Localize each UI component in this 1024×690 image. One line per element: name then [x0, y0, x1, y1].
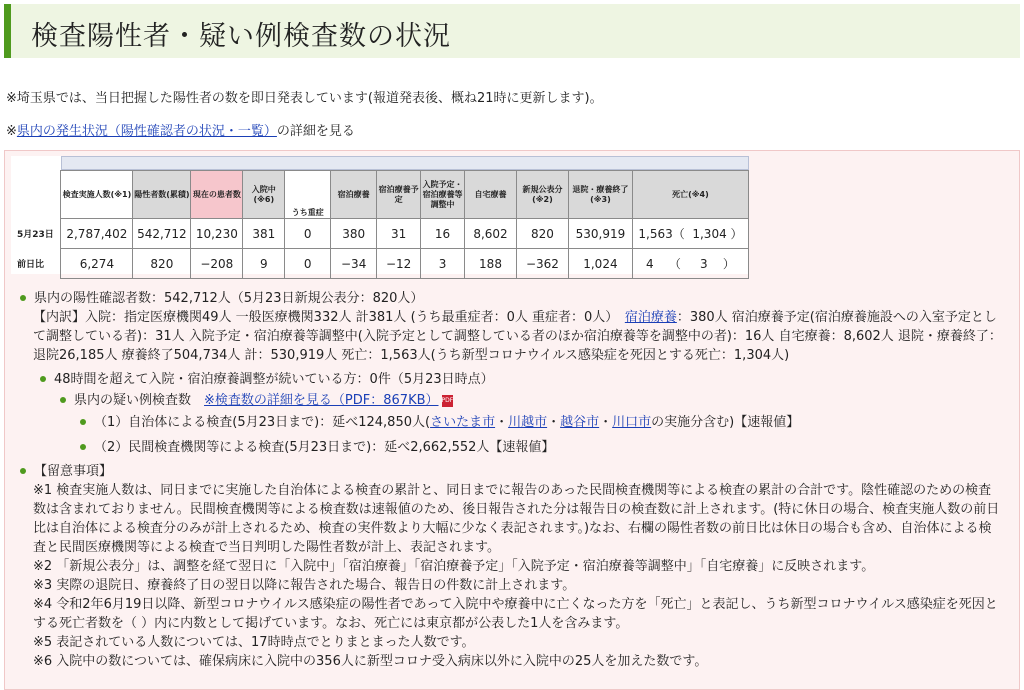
kawagoe-city-link[interactable]: 川越市 — [508, 415, 548, 430]
kawaguchi-city-link[interactable]: 川口市 — [612, 415, 652, 430]
notes-heading: 【留意事項】 — [34, 464, 113, 479]
bullet-icon — [20, 468, 26, 474]
note-5: ※5 表記されている人数については、17時時点でとりまとまった人数です。 — [33, 635, 475, 650]
cell-hospital: 381 — [243, 219, 285, 249]
bullet-icon — [80, 444, 86, 450]
note-3: ※3 実際の退院日、療養終了日の翌日以降に報告された場合、報告日の件数に計上されます。 — [33, 578, 576, 593]
summary-line4: 退院26,185人 療養終了504,734人 計：530,919人 死亡：1,563人(うち新型コロナウイルス感染症を死因とする死亡：1,304人) — [33, 348, 790, 363]
cell-hotel: 380 — [331, 219, 377, 249]
cell-home: 8,602 — [465, 219, 517, 249]
note-1c: 比は自治体による検査分のみが計上されるため、検査の実件数より大幅に少なく表記されます。)なお、右欄の陽性者数の前日比は休日の場合も含め、自治体による検 — [33, 521, 992, 536]
saitama-city-link[interactable]: さいたま市 — [430, 415, 496, 430]
th-new-pub: 新規公表分(※2) — [516, 171, 568, 219]
th-home: 自宅療養 — [465, 171, 517, 219]
th-tests: 検査実施人数(※1) — [61, 171, 133, 219]
table-top-band — [61, 156, 749, 170]
cell-recovered: 1,024 — [568, 249, 632, 279]
separator: ・ — [599, 415, 613, 430]
cell-tests: 2,787,402 — [61, 219, 133, 249]
table-row — [11, 249, 749, 279]
cell-positives: 820 — [133, 249, 191, 279]
summary-line2a: 【内訳】入院：指定医療機関49人 一般医療機関332人 計381人 (うち最重症者：0人 重症者：0人） — [33, 310, 612, 325]
table-row — [11, 219, 749, 249]
cell-current: 10,230 — [191, 219, 243, 249]
cell-adjusting: 3 — [421, 249, 465, 279]
cell-hotel-plan: −12 — [377, 249, 421, 279]
cell-tests: 6,274 — [61, 249, 133, 279]
cell-new-pub: −362 — [516, 249, 568, 279]
cases-list-link[interactable]: 県内の発生状況（陽性確認者の状況・一覧） — [16, 124, 277, 139]
separator: ・ — [495, 415, 509, 430]
separator: ・ — [547, 415, 561, 430]
stats-table-wrap — [11, 156, 749, 274]
th-adjusting: 入院予定・宿泊療養等調整中 — [421, 171, 465, 219]
list-item — [20, 463, 112, 482]
th-hotel: 宿泊療養 — [331, 171, 377, 219]
list-item — [80, 414, 799, 433]
bullet-icon — [60, 397, 66, 403]
list-item — [80, 439, 554, 458]
th-severe: うち重症 — [285, 171, 331, 219]
th-hotel-plan: 宿泊療養予定 — [377, 171, 421, 219]
note-6: ※6 入院中の数については、確保病床に入院中の356人に新型コロナ受入病床以外に入院中の25人を加えた数です。 — [33, 654, 708, 669]
cell-severe: 0 — [285, 249, 331, 279]
list-item — [60, 392, 453, 411]
koshigaya-city-link[interactable]: 越谷市 — [560, 415, 600, 430]
th-current: 現在の患者数 — [191, 171, 243, 219]
note-1a: ※1 検査実施人数は、同日までに実施した自治体による検査の累計と、同日までに報告のあった民間検査機関等による検査の累計の合計です。陰性確認のための検査 — [33, 483, 992, 498]
list-item — [20, 290, 423, 309]
bullet-icon — [80, 419, 86, 425]
cell-death: 1,563（ 1,304 ） — [632, 219, 748, 249]
cell-severe: 0 — [285, 219, 331, 249]
cell-recovered: 530,919 — [568, 219, 632, 249]
th-hospital: 入院中(※6) — [243, 171, 285, 219]
note-1b: 数は含まれておりません。民間検査機関等による検査数は速報値のため、後日報告された分は報告日の検査数に計上されます。(特に休日の場合、検査実施人数の前日 — [33, 502, 1000, 517]
update-note: ※埼玉県では、当日把握した陽性者の数を即日発表しています(報道発表後、概ね21時に更新します)。 — [6, 91, 603, 106]
cell-current: −208 — [191, 249, 243, 279]
note-4b: する死亡者数を（ ）内に内数として掲げています。なお、死亡には東京都が公表した1人を含みます。 — [33, 616, 629, 631]
summary-line1: 県内の陽性確認者数：542,712人（5月23日新規公表分：820人） — [34, 291, 424, 306]
title-bar — [4, 4, 1020, 58]
hotel-link[interactable]: 宿泊療養 — [624, 310, 677, 325]
detail-prefix: ※ — [6, 124, 17, 139]
th-death: 死亡(※4) — [632, 171, 748, 219]
cell-home: 188 — [465, 249, 517, 279]
bullet-icon — [40, 376, 46, 382]
summary-line3: て調整している者)：31人 入院予定・宿泊療養等調整中(入院予定として調整している者のほか宿泊療養等を調整中の者)：16人 自宅療養：8,602人 退院・療養終了： — [33, 329, 1002, 344]
sub1-prefix: （1）自治体による検査(5月23日まで)：延べ124,850人( — [94, 415, 431, 430]
bullet-icon — [20, 295, 26, 301]
note-4a: ※4 令和2年6月19日以降、新型コロナウイルス感染症の陽性者であって入院中や療養中に亡くなった方を「死亡」と表記し、うち新型コロナウイルス感染症を死因と — [33, 597, 998, 612]
over48-text: 48時間を超えて入院・宿泊療養調整が続いている方：0件（5月23日時点） — [54, 372, 494, 387]
cell-hotel: −34 — [331, 249, 377, 279]
cell-new-pub: 820 — [516, 219, 568, 249]
note-1d: 査と民間医療機関等による検査で当日判明した陽性者数が計上、表記されます。 — [33, 540, 500, 555]
list-item — [40, 371, 494, 390]
cell-positives: 542,712 — [133, 219, 191, 249]
stats-table — [11, 170, 749, 279]
cell-adjusting: 16 — [421, 219, 465, 249]
th-positives: 陽性者数(累積) — [133, 171, 191, 219]
th-recovered: 退院・療養終了(※3) — [568, 171, 632, 219]
cell-hotel-plan: 31 — [377, 219, 421, 249]
sub2-text: （2）民間検査機関等による検査(5月23日まで)：延べ2,662,552人【速報値】 — [94, 440, 555, 455]
summary-line2b: ：380人 宿泊療養予定(宿泊療養施設への入室予定とし — [676, 310, 997, 325]
sub1-suffix: の実施分含む)【速報値】 — [651, 415, 800, 430]
cell-death: 4 （ 3 ） — [632, 249, 748, 279]
test-details-pdf-link[interactable]: ※検査数の詳細を見る（PDF：867KB） — [204, 393, 439, 408]
cell-hospital: 9 — [243, 249, 285, 279]
note-2: ※2 「新規公表分」は、調整を経て翌日に「入院中」「宿泊療養」「宿泊療養予定」「入院予定・宿泊療養等調整中」「自宅療養」に反映されます。 — [33, 559, 875, 574]
row-label: 前日比 — [17, 260, 45, 270]
row-label: 5月23日 — [17, 230, 54, 240]
detail-link-line — [6, 120, 355, 139]
corner-cell — [11, 171, 61, 219]
detail-suffix: の詳細を見る — [276, 124, 355, 139]
summary-line2 — [33, 309, 997, 328]
page-title: 検査陽性者・疑い例検査数の状況 — [31, 21, 451, 52]
suspect-label: 県内の疑い例検査数 — [74, 393, 192, 408]
pdf-icon: PDF — [442, 395, 453, 407]
